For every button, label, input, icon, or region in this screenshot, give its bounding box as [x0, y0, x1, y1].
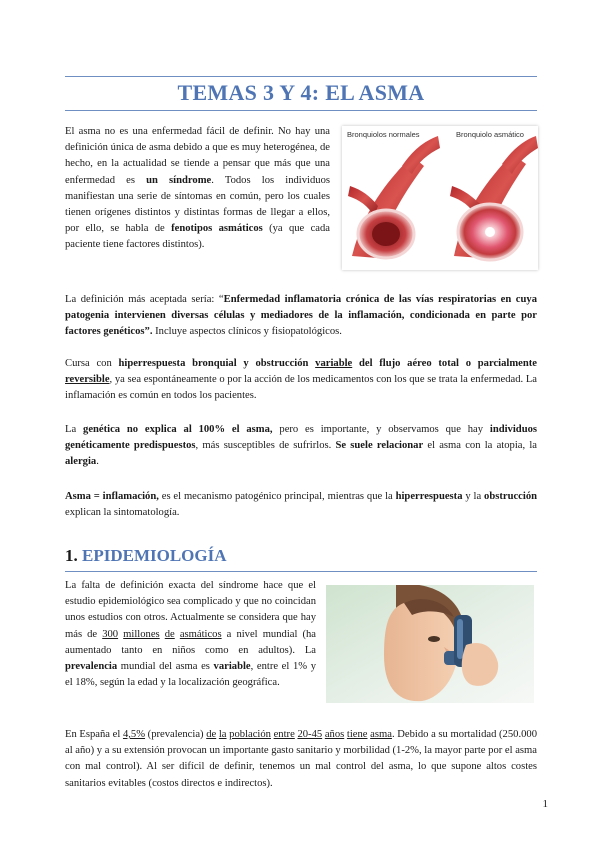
child-inhaler-photo [326, 585, 534, 703]
page-number: 1 [542, 798, 548, 810]
page-title: TEMAS 3 Y 4: EL ASMA [177, 80, 425, 105]
symptoms-paragraph: Cursa con hiperrespuesta bronquial y obstrucción variable del flujo aéreo total o parcialmente reversible, ya sea espontáneamente o por la acción de los medicamentos con los que se trata la enfermedad. La inflamación es común en todos los pacientes. [65, 358, 537, 402]
bronchiole-figure [342, 126, 538, 270]
genetics-paragraph: La genética no explica al 100% el asma, pero es importante, y observamos que hay individuos genéticamente predispuestos, más susceptibles de sufrirlos. Se suele relacionar el asma con la atopia, la alergia. [65, 424, 538, 468]
bronchiole-illustration [342, 126, 538, 270]
definition-paragraph: La definición más aceptada sería: “Enfermedad inflamatoria crónica de las vías respiratorias en cuya patogenia intervienen diversas células y mediadores de la inflamación, condicionada en parte por factores genéticos”. Incluye aspectos clínicos y fisiopatológicos. [65, 294, 537, 338]
intro-paragraph: El asma no es una enfermedad fácil de definir. No hay una definición única de asma debido a que es muy heterogénea, de hecho, en la actualidad se tiende a pensar que más que una enfermedad es un síndrome. Todos los individuos manifiestan una serie de síntomas en común, pero los cuales tienen orígenes distintos y distintas formas de llegar a ellos, por ello, se habla de fenotipos asmáticos (ya que cada paciente tiene factores distintos). [65, 126, 330, 251]
normal-bronchiole-drawing [348, 136, 440, 258]
top-rule [65, 76, 537, 77]
spain-paragraph: En España el 4,5% (prevalencia) de la población entre 20-45 años tiene asma. Debido a su mortalidad (250.000 al año) y a su extensión provocan un importante gasto sanitario y morbilidad (1-2%, la mayor parte por el asma con mal control). Al ser difícil de definir, tenemos un mal control del asma, lo que supone altos costes sanitarios evitables (costos directos e indirectos). [65, 729, 537, 789]
asthmatic-bronchiole-drawing [450, 136, 538, 260]
inhaler-illustration [326, 585, 534, 703]
section-heading-epidemiologia [65, 546, 227, 566]
asthmatic-bronchiole-caption: Bronquiolo asmático [456, 130, 524, 139]
epidemiology-paragraph: La falta de definición exacta del síndrome hace que el estudio epidemiológico sea complicado y que no coincidan unos estudios con otros. Actualmente se considera que hay más de 300 millones de asmáticos a nivel mundial (ha aumentado tanto en niños como en adultos). La prevalencia mundial del asma es variable, entre el 1% y el 18%, según la edad y la localización geográfica. [65, 580, 317, 689]
title-underline [65, 110, 537, 111]
section-number: 1. [65, 546, 78, 565]
inflammation-paragraph: Asma = inflamación, es el mecanismo patogénico principal, mientras que la hiperrespuesta y la obstrucción explican la sintomatología. [65, 491, 538, 519]
section-underline [65, 571, 537, 572]
section-title: EPIDEMIOLOGÍA [82, 546, 227, 565]
normal-bronchiole-caption: Bronquiolos normales [347, 130, 420, 139]
